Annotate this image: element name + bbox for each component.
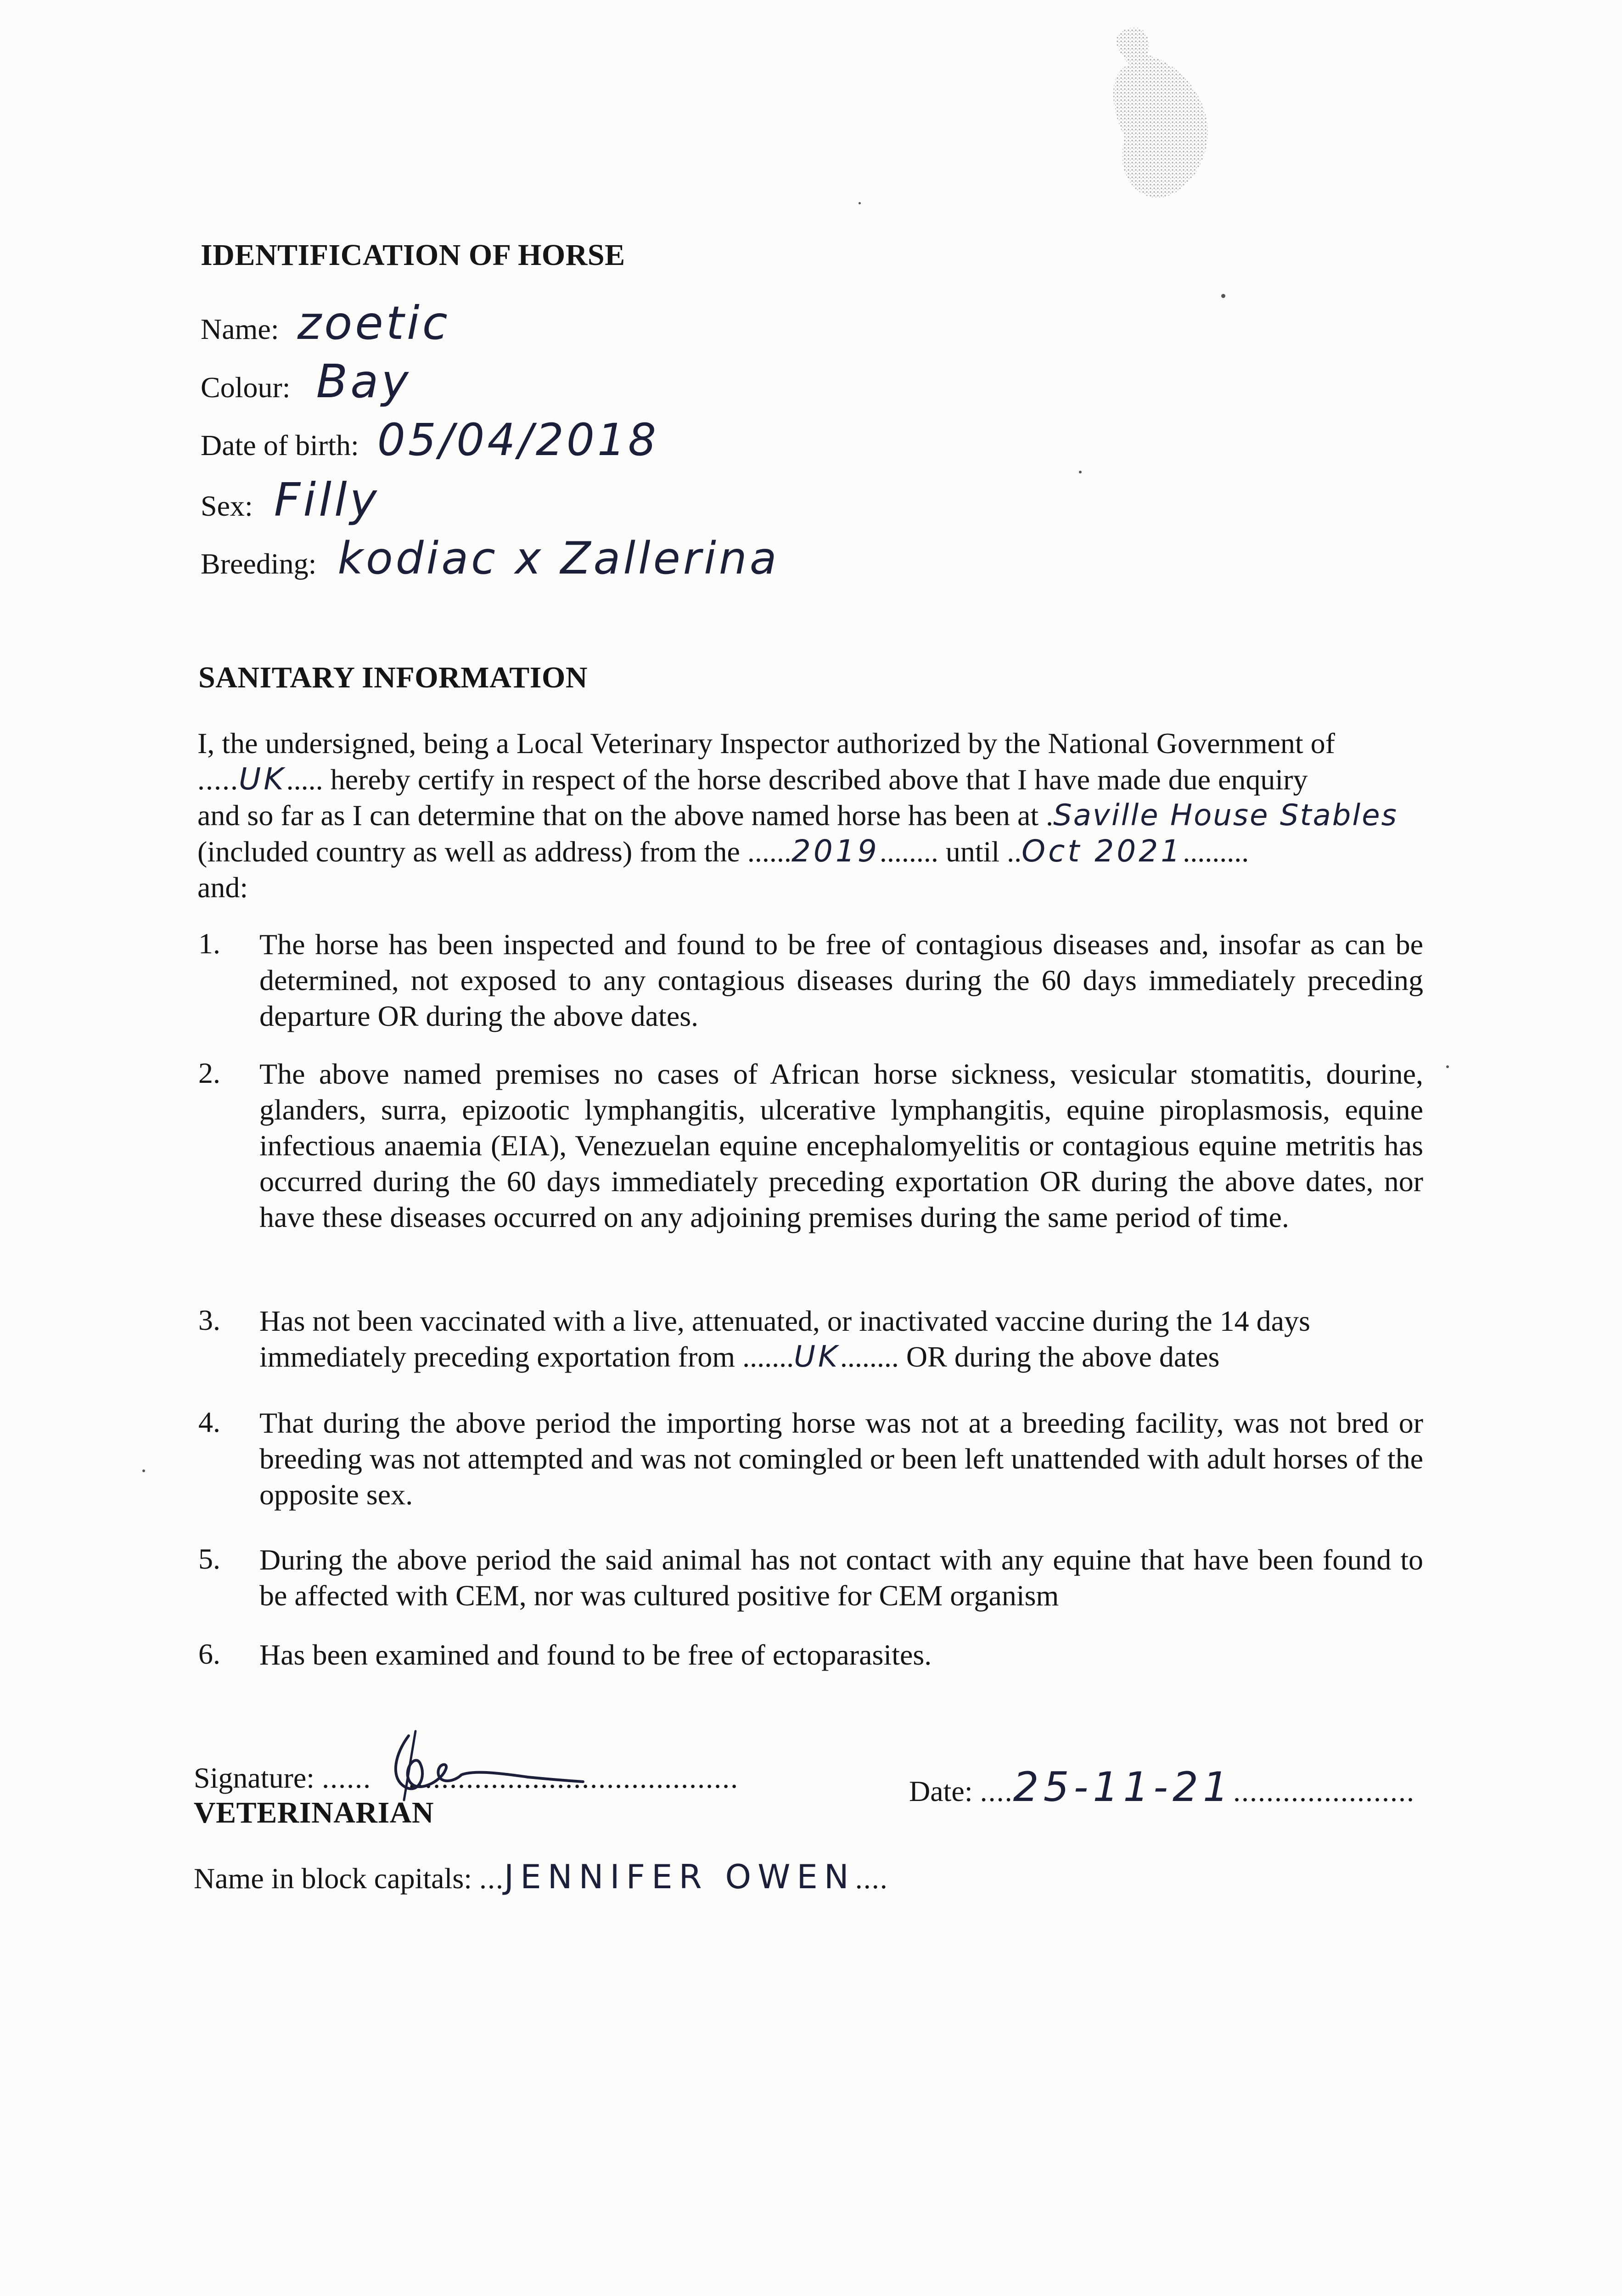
item-2-text: The above named premises no cases of African horse sickness, vesicular stomatitis, dourine, glanders, surra, epizootic lymphangitis, ulcerative lymphangitis, equine piroplasmosis, equine infectious anaemia (EIA), Venezuelan equine encephalomyelitis or contagious equine metritis has occurred during the 60 days immediately preceding exportation OR during the above dates, nor have these diseases occurred on any adjoining premises during the same period of time. [259, 1058, 1423, 1233]
dots: ...................... [1233, 1775, 1415, 1807]
dots: ..... [197, 763, 239, 796]
colour-value: Bay [316, 355, 411, 408]
item-4-number: 4. [198, 1406, 220, 1438]
statement-line-4 [197, 833, 1428, 870]
breeding-row [201, 533, 780, 584]
item-6-number: 6. [198, 1638, 220, 1670]
sex-value: Filly [274, 473, 380, 527]
colour-label: Colour: [201, 371, 291, 404]
country-value: UK [239, 761, 286, 797]
block-name-row [194, 1857, 888, 1896]
identification-heading: IDENTIFICATION OF HORSE [201, 238, 625, 272]
item-3-number: 3. [198, 1304, 220, 1336]
date-value: 25-11-21 [1013, 1763, 1234, 1811]
breeding-value: kodiac x Zallerina [337, 533, 780, 584]
sex-label: Sex: [201, 490, 253, 522]
item-2-number: 2. [198, 1057, 220, 1089]
item-3-line-2 [259, 1339, 1423, 1375]
sanitary-heading: SANITARY INFORMATION [198, 661, 588, 694]
item-5-text: During the above period the said animal has not contact with any equine that have been found to be affected with CEM, nor was cultured positive for CEM organism [259, 1543, 1423, 1612]
dots: .... [980, 1775, 1013, 1807]
item-6-text: Has been examined and found to be free of ectoparasites. [259, 1638, 932, 1671]
signature-scribble [376, 1727, 597, 1805]
from-year-value: 2019 [791, 833, 880, 869]
dots: ........................................ [408, 1761, 739, 1794]
faded-stamp [1102, 18, 1221, 211]
item-5-number: 5. [198, 1542, 220, 1575]
dob-value: 05/04/2018 [377, 414, 659, 466]
name-value: zoetic [297, 296, 450, 350]
until-date-value: Oct 2021 [1021, 833, 1183, 869]
statement-line-3-text: and so far as I can determine that on the above named horse has been at . [197, 799, 1054, 832]
statement-line-4-text: (included country as well as address) from the ...... [197, 835, 791, 868]
statement-line-2-text: ..... hereby certify in respect of the horse described above that I have made due enquiry [286, 763, 1308, 796]
date-label: Date: [909, 1775, 973, 1807]
date-row [909, 1763, 1415, 1811]
item-1-text: The horse has been inspected and found to be free of contagious diseases and, insofar as can be determined, not exposed to any contagious diseases during the 60 days immediately preceding departure OR during the above dates. [259, 928, 1423, 1032]
dob-label: Date of birth: [201, 429, 359, 461]
dots: ...... [322, 1761, 372, 1794]
name-label: Name: [201, 313, 279, 345]
until-label: ........ until .. [879, 835, 1022, 868]
statement-line-1: I, the undersigned, being a Local Veterinary Inspector authorized by the National Government of [197, 727, 1335, 760]
sex-row [201, 473, 380, 527]
item-3-line-2-end: ........ OR during the above dates [840, 1340, 1220, 1373]
item-3-text [259, 1303, 1423, 1375]
dots: ......... [1183, 835, 1249, 868]
signature-label: Signature: [194, 1761, 315, 1794]
statement-line-3 [197, 798, 1428, 833]
colour-row [201, 355, 411, 408]
name-row [201, 296, 450, 350]
veterinarian-label: VETERINARIAN [194, 1796, 434, 1829]
dots: ... [479, 1862, 505, 1895]
dots: .... [855, 1862, 888, 1895]
export-country-value: UK [794, 1340, 840, 1374]
sanitary-statement [197, 726, 1428, 906]
dob-row [201, 414, 659, 466]
statement-line-5: and: [197, 871, 248, 904]
item-1-number: 1. [198, 927, 220, 960]
item-4-text: That during the above period the importing horse was not at a breeding facility, was not bred or breeding was not attempted and was not comingled or been left unattended with adult horses of the opposite sex. [259, 1407, 1423, 1511]
block-name-label: Name in block capitals: [194, 1862, 472, 1895]
breeding-label: Breeding: [201, 547, 317, 580]
block-name-value: JENNIFER OWEN [504, 1857, 855, 1896]
item-3-line-1: Has not been vaccinated with a live, attenuated, or inactivated vaccine during the 14 days [259, 1305, 1310, 1337]
item-3-line-2-text: immediately preceding exportation from ....... [259, 1340, 794, 1373]
premises-value: Saville House Stables [1053, 799, 1398, 833]
statement-line-2 [197, 761, 1428, 798]
